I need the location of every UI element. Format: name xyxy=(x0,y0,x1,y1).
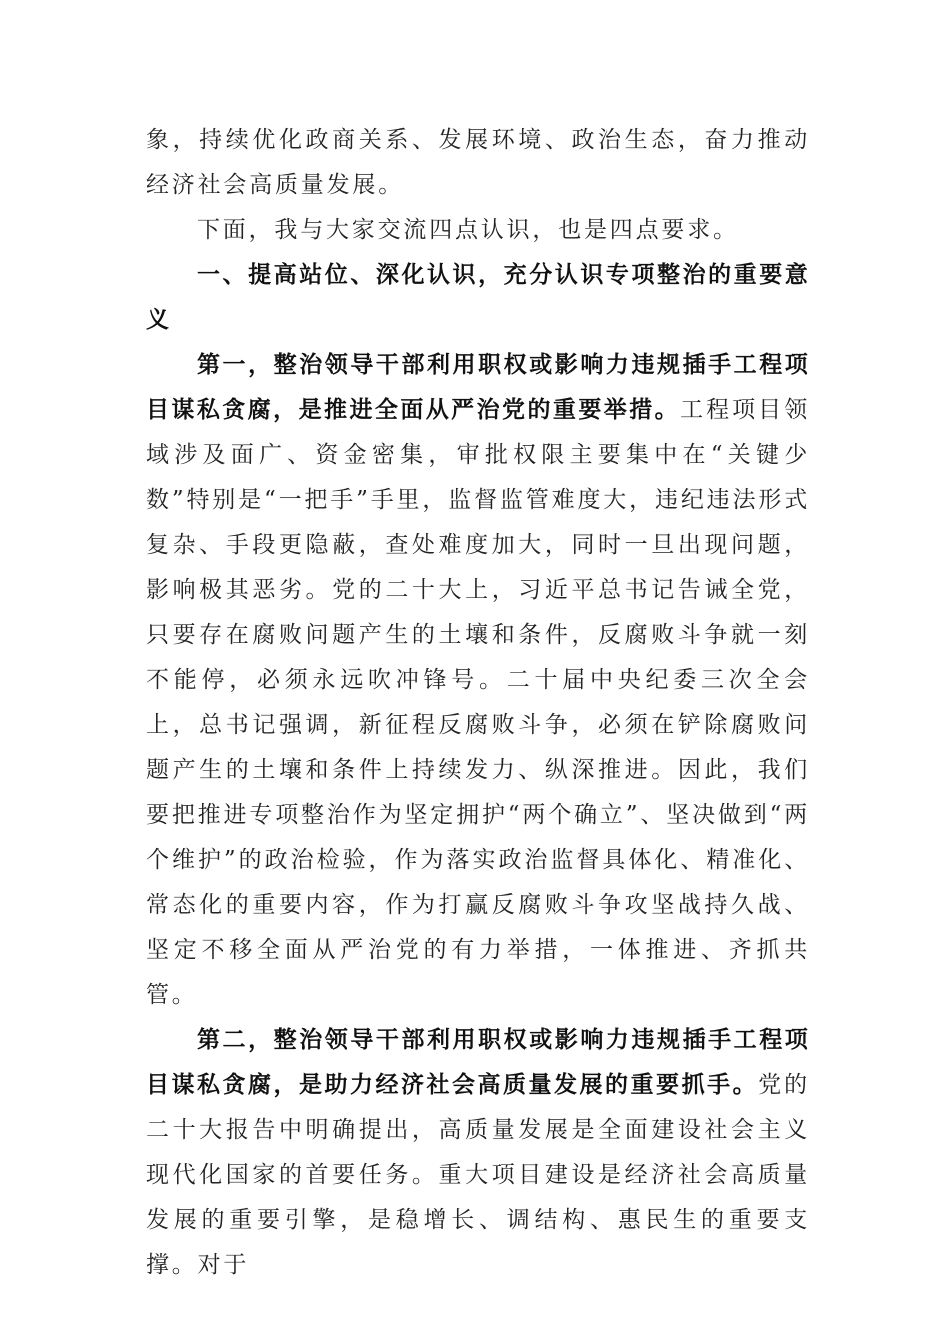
paragraph-body-text: 党的二十大报告中明确提出，高质量发展是全面建设社会主义现代化国家的首要任务。重大项目建设是经济社会高质量发展的重要引擎，是稳增长、调结构、惠民生的重要支撑。对于 xyxy=(146,1072,810,1278)
section-heading: 一、提高站位、深化认识，充分认识专项整治的重要意义 xyxy=(146,262,810,333)
paragraph-first-point xyxy=(146,343,810,1018)
paragraph-body-text: 工程项目领域涉及面广、资金密集，审批权限主要集中在“关键少数”特别是“一把手”手里，监督监管难度大，违纪违法形式复杂、手段更隐蔽，查处难度加大，同时一旦出现问题，影响极其恶劣。党的二十大上，习近平总书记告诫全党，只要存在腐败问题产生的土壤和条件，反腐败斗争就一刻不能停，必须永远吹冲锋号。二十届中央纪委三次全会上，总书记强调，新征程反腐败斗争，必须在铲除腐败问题产生的土壤和条件上持续发力、纵深推进。因此，我们要把推进专项整治作为坚定拥护“两个确立”、坚决做到“两个维护”的政治检验，作为落实政治监督具体化、精准化、常态化的重要内容，作为打赢反腐败斗争攻坚战持久战、坚定不移全面从严治党的有力举措，一体推进、齐抓共管。 xyxy=(146,397,811,1008)
paragraph-continuation: 象，持续优化政商关系、发展环境、政治生态，奋力推动经济社会高质量发展。 xyxy=(146,127,810,198)
paragraph-lead-bold: 第一，整治领导干部利用职权或影响力违规插手工程项目谋私贪腐，是推进全面从严治党的重要举措。 xyxy=(146,352,810,423)
document-body xyxy=(146,118,810,1288)
paragraph-lead-bold: 第二，整治领导干部利用职权或影响力违规插手工程项目谋私贪腐，是助力经济社会高质量发展的重要抓手。 xyxy=(146,1027,810,1098)
paragraph-intro: 下面，我与大家交流四点认识，也是四点要求。 xyxy=(197,217,739,243)
paragraph-second-point xyxy=(146,1018,810,1288)
